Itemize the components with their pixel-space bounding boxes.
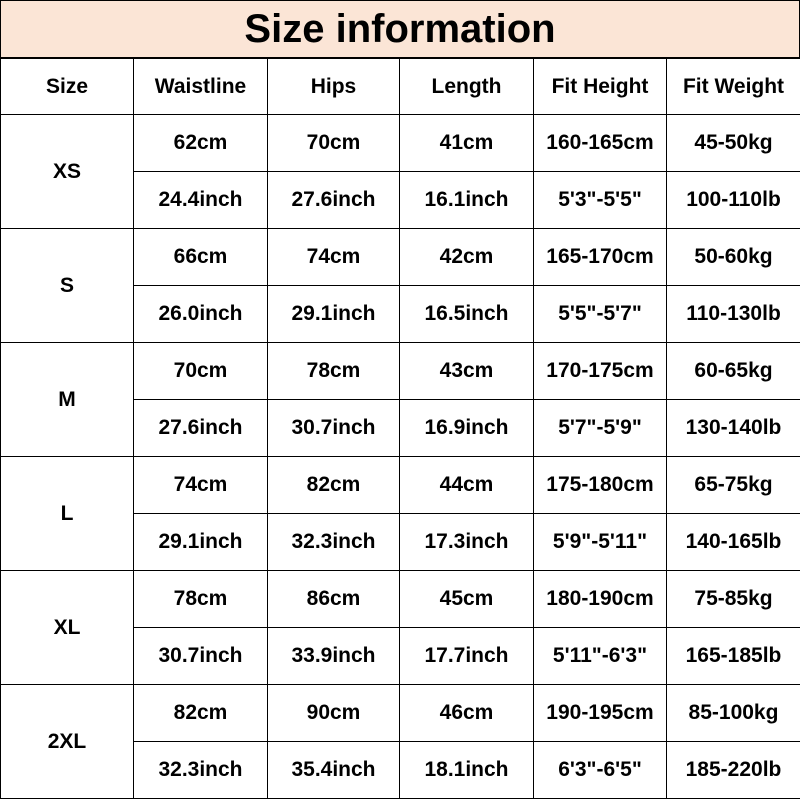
waistline-cm-cell: 62cm: [134, 115, 268, 172]
hips-cm-cell: 74cm: [268, 229, 400, 286]
hips-cm-cell: 70cm: [268, 115, 400, 172]
fit-height-inch-cell: 5'9"-5'11": [534, 514, 667, 571]
length-cm-cell: 41cm: [400, 115, 534, 172]
size-cell: M: [1, 343, 134, 457]
hips-inch-cell: 35.4inch: [268, 742, 400, 799]
hips-cm-cell: 82cm: [268, 457, 400, 514]
fit-weight-inch-cell: 100-110lb: [667, 172, 800, 229]
fit-weight-inch-cell: 130-140lb: [667, 400, 800, 457]
header-fit-height: Fit Height: [534, 59, 667, 115]
hips-cm-cell: 90cm: [268, 685, 400, 742]
hips-inch-cell: 32.3inch: [268, 514, 400, 571]
size-table: [0, 58, 800, 799]
fit-weight-inch-cell: 165-185lb: [667, 628, 800, 685]
length-cm-cell: 45cm: [400, 571, 534, 628]
hips-cm-cell: 86cm: [268, 571, 400, 628]
header-hips: Hips: [268, 59, 400, 115]
hips-cm-cell: 78cm: [268, 343, 400, 400]
table-row: [1, 229, 800, 286]
length-inch-cell: 16.9inch: [400, 400, 534, 457]
fit-height-cm-cell: 160-165cm: [534, 115, 667, 172]
hips-inch-cell: 29.1inch: [268, 286, 400, 343]
waistline-cm-cell: 78cm: [134, 571, 268, 628]
waistline-cm-cell: 66cm: [134, 229, 268, 286]
length-cm-cell: 43cm: [400, 343, 534, 400]
waistline-cm-cell: 82cm: [134, 685, 268, 742]
waistline-inch-cell: 29.1inch: [134, 514, 268, 571]
fit-height-inch-cell: 5'11"-6'3": [534, 628, 667, 685]
waistline-cm-cell: 70cm: [134, 343, 268, 400]
length-inch-cell: 17.7inch: [400, 628, 534, 685]
fit-height-inch-cell: 5'3"-5'5": [534, 172, 667, 229]
waistline-inch-cell: 24.4inch: [134, 172, 268, 229]
length-cm-cell: 44cm: [400, 457, 534, 514]
fit-height-inch-cell: 5'7"-5'9": [534, 400, 667, 457]
fit-height-inch-cell: 6'3"-6'5": [534, 742, 667, 799]
fit-weight-cm-cell: 60-65kg: [667, 343, 800, 400]
fit-height-cm-cell: 170-175cm: [534, 343, 667, 400]
size-cell: S: [1, 229, 134, 343]
waistline-inch-cell: 32.3inch: [134, 742, 268, 799]
length-inch-cell: 16.5inch: [400, 286, 534, 343]
fit-weight-inch-cell: 140-165lb: [667, 514, 800, 571]
size-cell: L: [1, 457, 134, 571]
size-cell: XS: [1, 115, 134, 229]
waistline-inch-cell: 26.0inch: [134, 286, 268, 343]
length-inch-cell: 18.1inch: [400, 742, 534, 799]
fit-weight-cm-cell: 65-75kg: [667, 457, 800, 514]
fit-height-cm-cell: 180-190cm: [534, 571, 667, 628]
table-row: [1, 685, 800, 742]
table-row: [1, 343, 800, 400]
header-size: Size: [1, 59, 134, 115]
length-inch-cell: 17.3inch: [400, 514, 534, 571]
fit-height-inch-cell: 5'5"-5'7": [534, 286, 667, 343]
waistline-inch-cell: 27.6inch: [134, 400, 268, 457]
length-cm-cell: 46cm: [400, 685, 534, 742]
waistline-cm-cell: 74cm: [134, 457, 268, 514]
hips-inch-cell: 27.6inch: [268, 172, 400, 229]
table-row: [1, 571, 800, 628]
table-row: [1, 115, 800, 172]
fit-weight-inch-cell: 110-130lb: [667, 286, 800, 343]
header-row: [1, 59, 800, 115]
fit-weight-inch-cell: 185-220lb: [667, 742, 800, 799]
length-inch-cell: 16.1inch: [400, 172, 534, 229]
header-waistline: Waistline: [134, 59, 268, 115]
length-cm-cell: 42cm: [400, 229, 534, 286]
fit-weight-cm-cell: 85-100kg: [667, 685, 800, 742]
table-body: [1, 115, 800, 799]
fit-height-cm-cell: 190-195cm: [534, 685, 667, 742]
size-cell: 2XL: [1, 685, 134, 799]
hips-inch-cell: 30.7inch: [268, 400, 400, 457]
waistline-inch-cell: 30.7inch: [134, 628, 268, 685]
size-cell: XL: [1, 571, 134, 685]
fit-weight-cm-cell: 75-85kg: [667, 571, 800, 628]
fit-weight-cm-cell: 45-50kg: [667, 115, 800, 172]
header-fit-weight: Fit Weight: [667, 59, 800, 115]
fit-height-cm-cell: 165-170cm: [534, 229, 667, 286]
table-row: [1, 457, 800, 514]
fit-weight-cm-cell: 50-60kg: [667, 229, 800, 286]
page-title: Size information: [0, 0, 800, 58]
fit-height-cm-cell: 175-180cm: [534, 457, 667, 514]
hips-inch-cell: 33.9inch: [268, 628, 400, 685]
header-length: Length: [400, 59, 534, 115]
